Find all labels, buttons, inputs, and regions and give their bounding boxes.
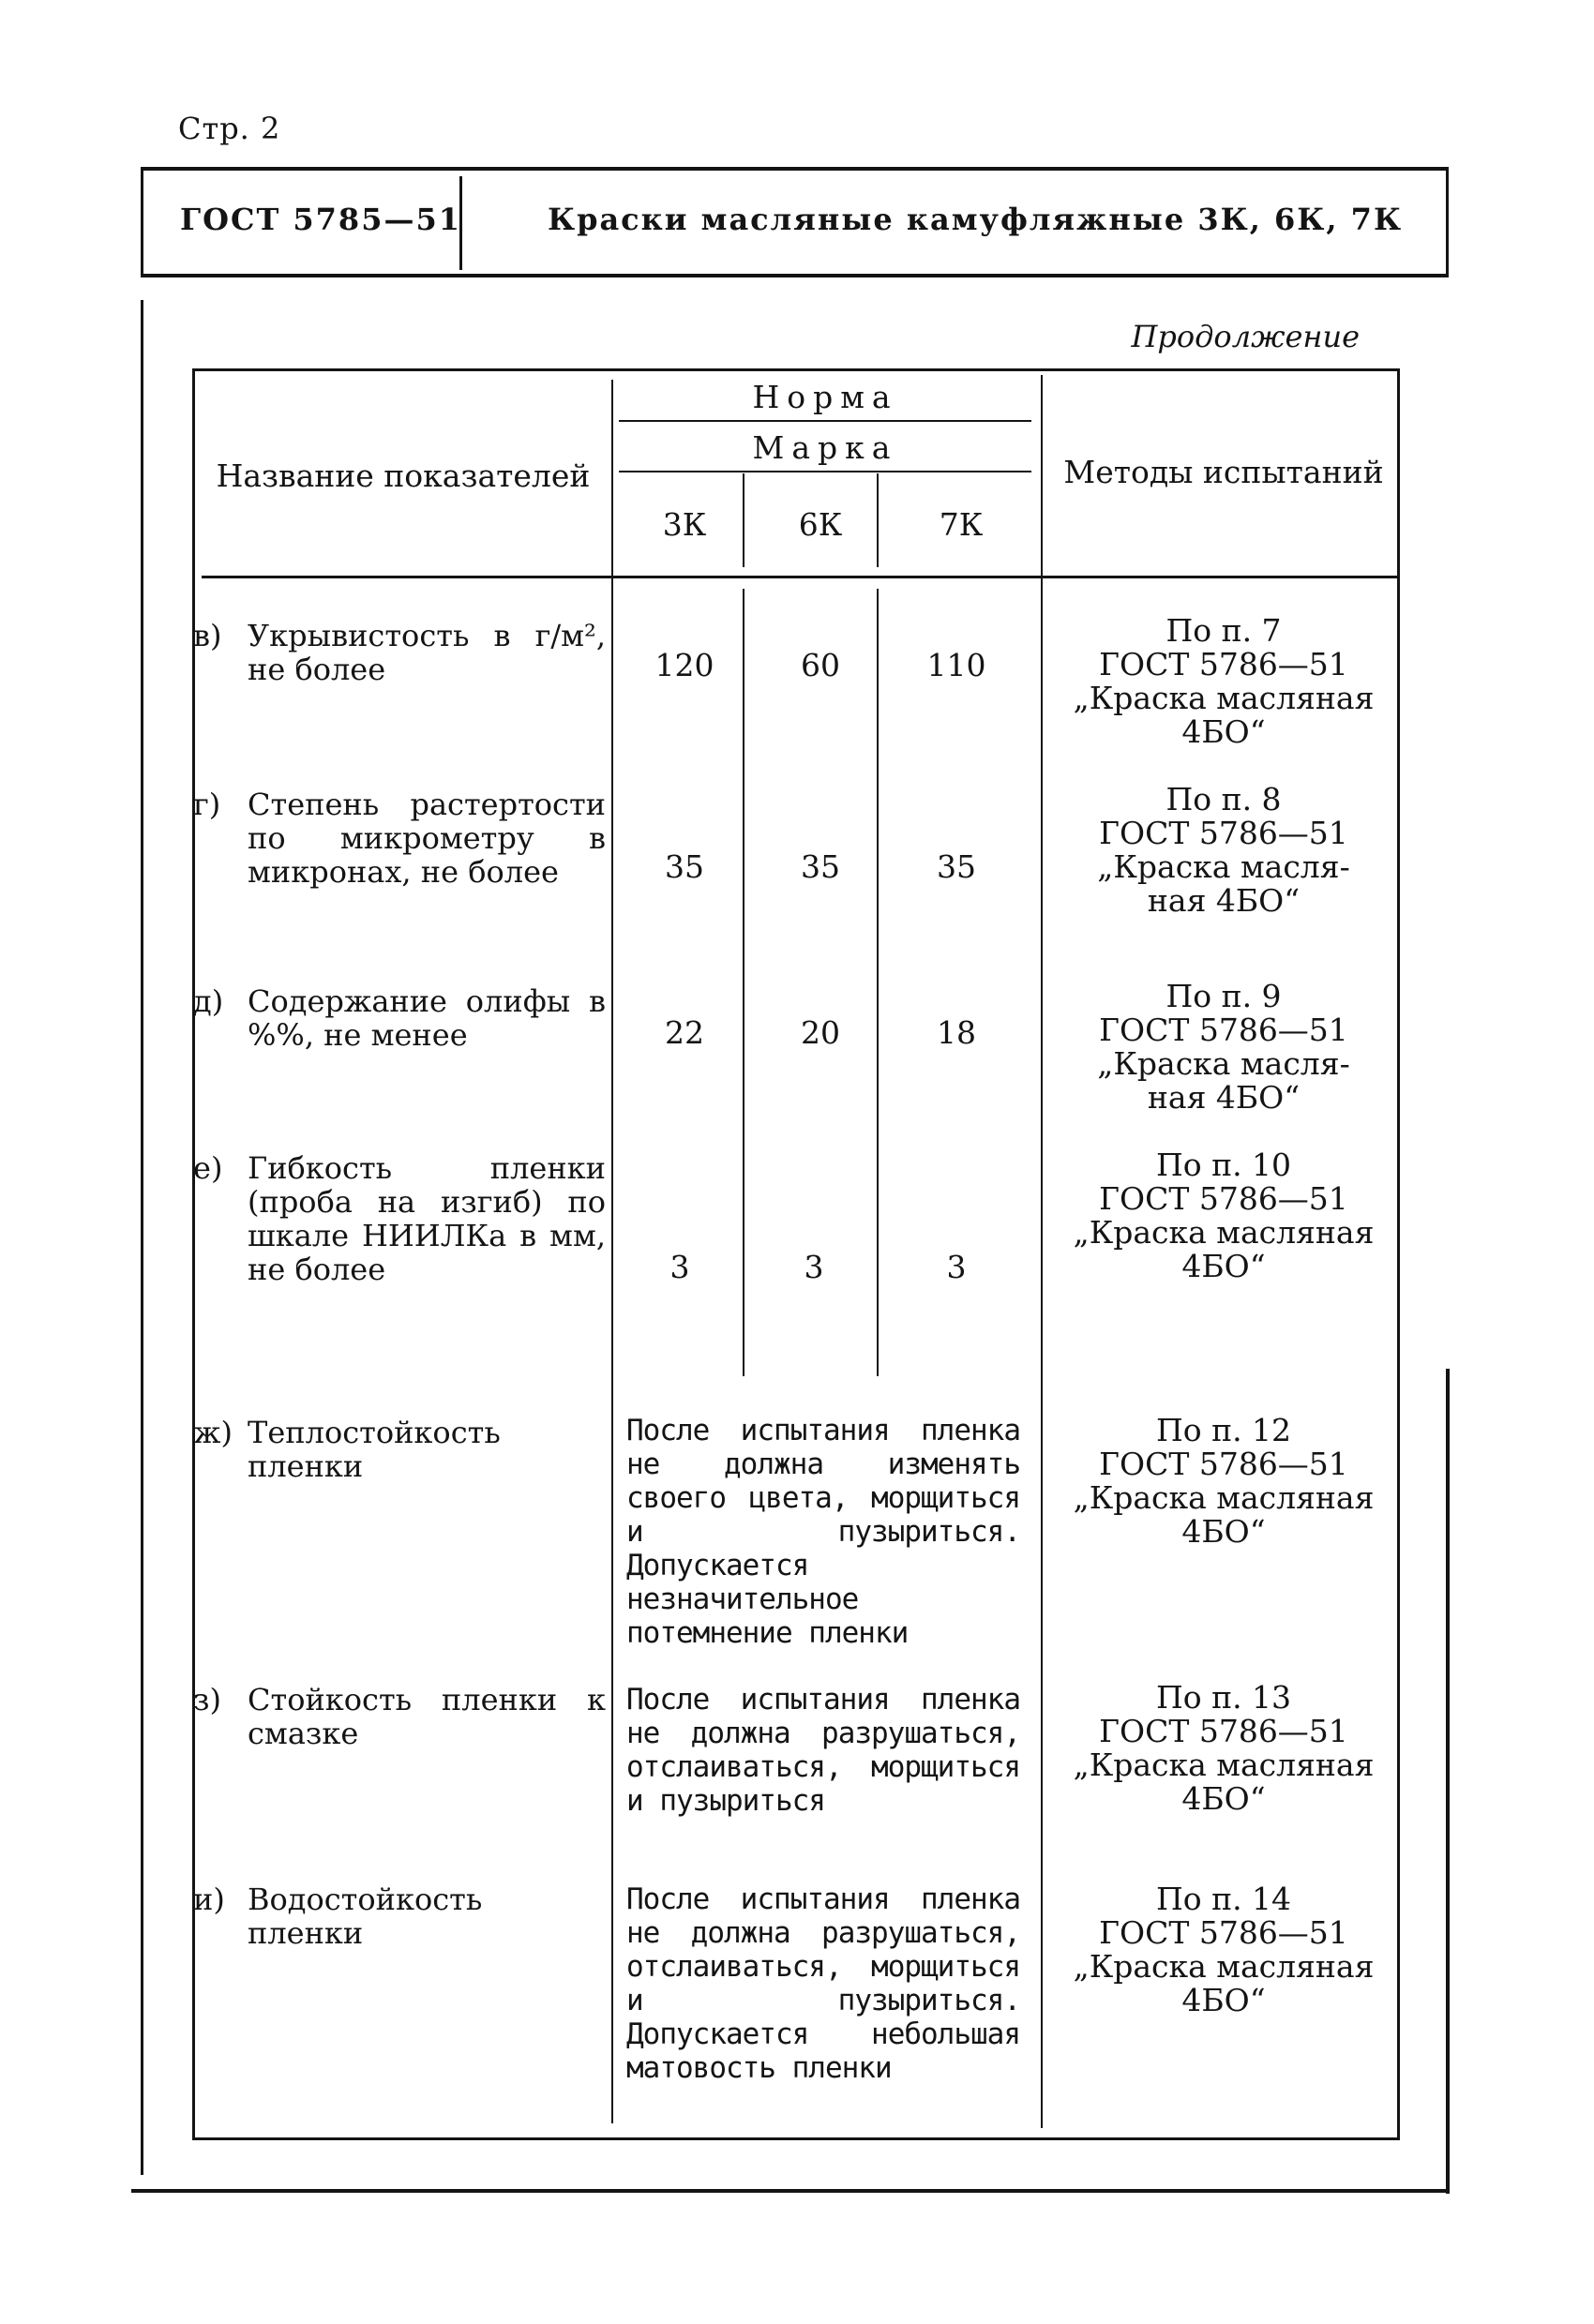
header-top-rule [141,167,1449,171]
value-7k: 110 [926,647,986,683]
table-header-rule [202,576,1397,578]
table-row-label [193,1151,606,1286]
method-line: ГОСТ 5786—51 [1099,646,1348,682]
test-method [1050,1681,1397,1816]
method-line: „Краска масляная [1073,1948,1375,1985]
row-letter: в) [193,618,222,653]
value-3k: 120 [654,647,714,683]
column-header-3k: 3К [662,506,707,543]
document-title: Краски масляные камуфляжные 3К, 6К, 7К [547,202,1404,237]
method-line: 4БО“ [1181,1513,1266,1550]
value-7k: 35 [937,848,976,885]
test-method [1050,980,1397,1115]
row-name: Степень растертости по микрометру в микронах, не более [248,787,606,890]
column-header-norm: Норма [752,379,898,415]
continued-label: Продолжение [1131,319,1360,354]
method-line: ГОСТ 5786—51 [1099,815,1348,851]
method-line: ная 4БО“ [1147,882,1301,919]
method-line: „Краска масляная [1073,680,1375,716]
method-line: По п. 14 [1155,1881,1292,1917]
test-method [1050,1414,1397,1549]
method-line: 4БО“ [1181,713,1266,750]
table-row-label [193,787,606,889]
table-bottom-rule [192,2137,1400,2140]
method-line: „Краска масляная [1073,1214,1375,1251]
column-header-mark: Марка [752,429,898,466]
row-name: Гибкость пленки (проба на изгиб) по шкале НИИЛКа в мм, не более [248,1150,606,1287]
value-6k: 35 [801,848,840,885]
method-line: ГОСТ 5786—51 [1099,1446,1348,1482]
method-line: По п. 8 [1165,781,1282,817]
table-row-label [193,1416,606,1483]
row-name: Стойкость пленки к смазке [248,1682,606,1751]
column-header-name: Название показателей [216,457,591,494]
method-line: ная 4БО“ [1147,1079,1301,1116]
col-rule-methods [1041,375,1043,2128]
row-letter: з) [193,1682,221,1717]
method-line: ГОСТ 5786—51 [1099,1914,1348,1951]
method-line: „Краска масля- [1097,848,1350,885]
table-top-rule [192,368,1400,371]
col-rule-6k-7k [877,589,879,1376]
value-7k: 3 [946,1249,967,1285]
row-letter: и) [193,1882,225,1917]
test-method [1050,1882,1397,2017]
method-line: 4БО“ [1181,1248,1266,1284]
method-line: ГОСТ 5786—51 [1099,1012,1348,1048]
value-3k: 35 [665,848,704,885]
method-line: „Краска масляная [1073,1479,1375,1516]
value-6k: 20 [801,1014,840,1051]
method-line: 4БО“ [1181,1982,1266,2018]
method-line: По п. 13 [1155,1679,1292,1716]
test-method [1050,1148,1397,1283]
col-rule-6k-7k-head [877,473,879,567]
col-rule-3k-6k-head [743,473,744,567]
method-line: По п. 7 [1165,612,1282,649]
method-line: ГОСТ 5786—51 [1099,1713,1348,1749]
row-letter: е) [193,1150,223,1186]
table-row-label [193,1882,606,1950]
col-rule-3k-6k [743,589,744,1376]
method-line: 4БО“ [1181,1780,1266,1817]
page-bottom-rule [131,2189,1449,2193]
row-letter: г) [193,787,221,822]
header-left-rule [141,167,143,277]
row-name: Содержание олифы в %%, не менее [248,983,606,1053]
test-method [1050,783,1397,918]
value-6k: 60 [801,647,840,683]
value-7k: 18 [937,1014,976,1051]
table-row-label [193,984,606,1052]
row-letter: ж) [193,1415,233,1450]
method-line: ГОСТ 5786—51 [1099,1180,1348,1217]
column-header-methods: Методы испытаний [1063,454,1384,490]
row-letter: д) [193,983,224,1019]
norm-description: После испытания пленка не должна разрушаться, отслаиваться, морщиться и пузыриться [626,1683,1020,1818]
norm-description: После испытания пленка не должна изменять своего цвета, морщиться и пузыриться. Допускается незначительное потемнение пленки [626,1414,1020,1650]
norm-description: После испытания пленка не должна разрушаться, отслаиваться, морщиться и пузыриться. Допускается небольшая матовость пленки [626,1882,1020,2085]
method-line: По п. 9 [1165,978,1282,1014]
row-name: Укрывистость в г/м², не более [248,618,606,687]
value-3k: 22 [665,1014,704,1051]
standard-code: ГОСТ 5785—51 [180,202,461,237]
col-rule-name [611,380,613,2123]
table-row-label [193,619,606,686]
method-line: По п. 12 [1155,1412,1292,1448]
row-name: Теплостойкость пленки [248,1415,501,1484]
page-left-border [141,300,143,2175]
column-header-7k: 7К [939,506,984,543]
mark-underline [619,471,1031,472]
norm-underline [619,420,1031,422]
page-number: Стр. 2 [178,111,281,146]
header-right-rule [1446,167,1449,277]
table-right-rule [1397,368,1400,2140]
method-line: „Краска масляная [1073,1747,1375,1783]
method-line: По п. 10 [1155,1147,1292,1183]
table-row-label [193,1683,606,1750]
page-right-border [1446,1369,1450,2194]
value-3k: 3 [669,1249,690,1285]
row-name: Водостойкость пленки [248,1882,483,1951]
header-bottom-rule [141,274,1449,277]
method-line: „Краска масля- [1097,1045,1350,1082]
column-header-6k: 6К [798,506,843,543]
test-method [1050,614,1397,749]
value-6k: 3 [804,1249,824,1285]
